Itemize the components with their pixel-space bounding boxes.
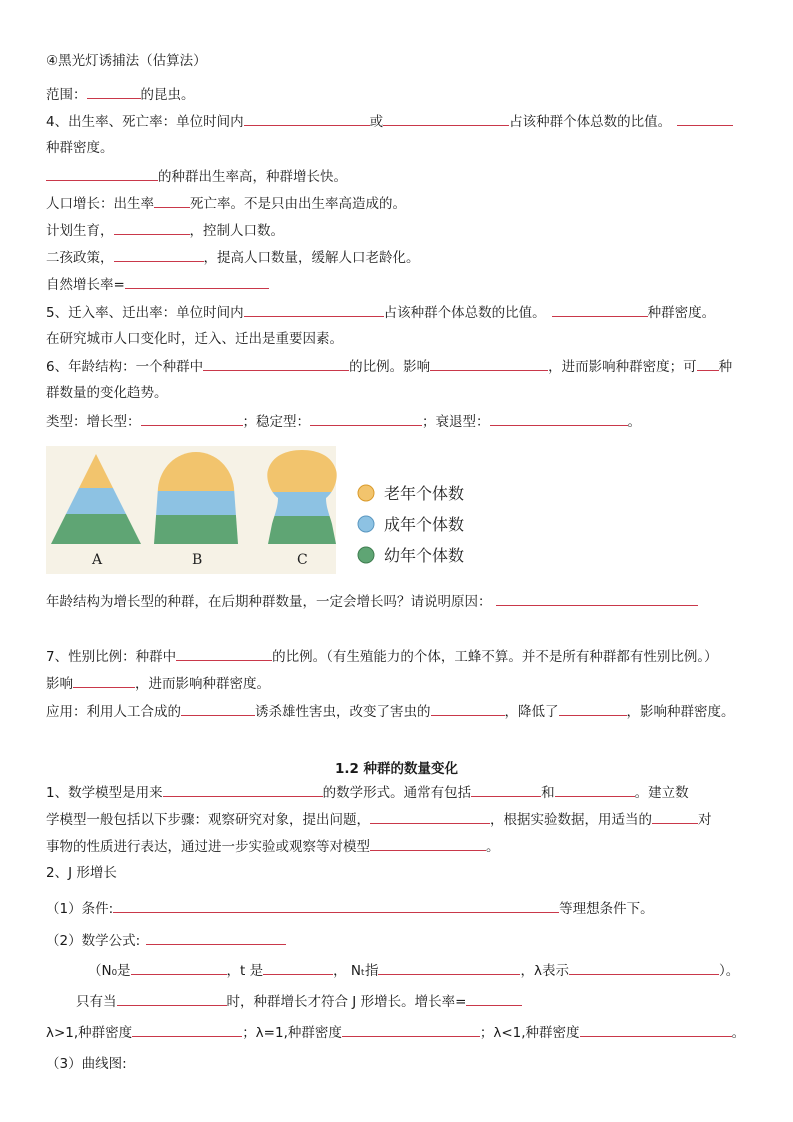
legend-adult: 成年个体数 (384, 515, 465, 534)
answer-blank[interactable] (141, 411, 243, 426)
answer-blank[interactable] (154, 193, 190, 208)
text: ，进而影响种群密度。 (135, 676, 270, 692)
line-model-steps (46, 809, 712, 830)
line-family-planning (46, 220, 284, 241)
legend-old-swatch (358, 485, 374, 501)
text: ；稳定型： (242, 414, 310, 430)
answer-blank[interactable] (378, 960, 520, 975)
answer-blank[interactable] (114, 247, 204, 262)
text: 死亡率。不是只由出生率高造成的。 (190, 196, 406, 212)
text: ，降低了 (504, 704, 559, 720)
text: ，λ表示 (520, 963, 569, 979)
legend-young: 幼年个体数 (384, 546, 465, 565)
answer-blank[interactable] (431, 701, 505, 716)
label-c: C (297, 552, 308, 568)
answer-blank[interactable] (263, 960, 333, 975)
answer-blank[interactable] (244, 302, 384, 317)
line-formula-vars (88, 960, 739, 981)
line-range (46, 84, 195, 105)
answer-blank[interactable] (310, 411, 422, 426)
text: 1、数学模型是用来 (46, 785, 163, 801)
text: 占该种群个体总数的比值。 (509, 114, 672, 130)
text: ，t 是 (226, 963, 264, 979)
line-trend: 群数量的变化趋势。 (46, 385, 168, 401)
text: 占该种群个体总数的比值。 (383, 305, 546, 321)
text: 应用：利用人工合成的 (46, 704, 181, 720)
text: 。建立数 (634, 785, 689, 801)
text: 自然增长率= (46, 277, 125, 293)
answer-blank[interactable] (383, 111, 509, 126)
text: 时，种群增长才符合 J 形增长。增长率= (226, 994, 467, 1010)
answer-blank[interactable] (146, 930, 286, 945)
text: 6、年龄结构：一个种群中 (46, 359, 204, 375)
text: 计划生育， (46, 223, 114, 239)
text: 5、迁入率、迁出率：单位时间内 (46, 305, 244, 321)
text: 二孩政策， (46, 250, 114, 266)
line-city-migration: 在研究城市人口变化时，迁入、迁出是重要因素。 (46, 331, 343, 347)
answer-blank[interactable] (132, 1022, 242, 1037)
line-density: 种群密度。 (46, 140, 114, 156)
answer-blank[interactable] (580, 1022, 732, 1037)
text: 的昆虫。 (140, 87, 195, 103)
text: 的比例。影响 (349, 359, 431, 375)
line-natural-growth-rate (46, 274, 269, 295)
answer-blank[interactable] (125, 274, 269, 289)
text: 人口增长：出生率 (46, 196, 154, 212)
heading-blacklight-trap: ④黑光灯诱捕法（估算法） (46, 53, 207, 69)
line-population-growth (46, 193, 406, 214)
text: 对 (698, 812, 712, 828)
answer-blank[interactable] (490, 411, 628, 426)
text: 学模型一般包括以下步骤：观察研究对象，提出问题， (46, 812, 370, 828)
line-conditions (46, 898, 654, 919)
text: 影响 (46, 676, 73, 692)
line-only-when (76, 991, 522, 1012)
line-fast-growth (46, 166, 347, 187)
text: 。 (486, 839, 500, 855)
answer-blank[interactable] (677, 111, 733, 126)
line-math-model (46, 782, 689, 803)
text: 的数学形式。通常有包括 (322, 785, 472, 801)
text: （2）数学公式: (46, 933, 141, 949)
answer-blank[interactable] (87, 84, 141, 99)
text: ，影响种群密度。 (626, 704, 735, 720)
answer-blank[interactable] (652, 809, 698, 824)
line-birth-death-rate (46, 111, 733, 132)
text: 的种群出生率高，种群增长快。 (158, 169, 347, 185)
answer-blank[interactable] (555, 782, 635, 797)
answer-blank[interactable] (176, 646, 272, 661)
answer-blank[interactable] (559, 701, 627, 716)
text: ；λ=1,种群密度 (242, 1025, 342, 1041)
answer-blank[interactable] (430, 356, 548, 371)
age-structure-figure (46, 446, 476, 574)
line-types (46, 411, 641, 432)
text: ，根据实验数据，用适当的 (490, 812, 652, 828)
answer-blank[interactable] (370, 836, 486, 851)
text: ；衰退型： (422, 414, 490, 430)
answer-blank[interactable] (244, 111, 370, 126)
text: ， Nₜ指 (333, 963, 379, 979)
answer-blank[interactable] (117, 991, 227, 1006)
text: ，提高人口数量，缓解人口老龄化。 (203, 250, 420, 266)
line-migration-rate (46, 302, 715, 323)
line-two-child-policy (46, 247, 420, 268)
text: 类型：增长型： (46, 414, 141, 430)
label-a: A (92, 552, 103, 568)
text: 种群密度。 (647, 305, 716, 321)
answer-blank[interactable] (370, 809, 490, 824)
answer-blank[interactable] (342, 1022, 480, 1037)
text: 只有当 (76, 994, 117, 1010)
text: λ>1,种群密度 (46, 1025, 133, 1041)
answer-blank[interactable] (697, 356, 719, 371)
text: 。 (627, 414, 641, 430)
answer-blank[interactable] (113, 898, 559, 913)
answer-blank[interactable] (73, 673, 135, 688)
text: 种 (718, 359, 733, 375)
age-pyramid-diagram (46, 446, 476, 574)
answer-blank[interactable] (46, 166, 158, 181)
label-b: B (192, 552, 203, 568)
answer-blank[interactable] (552, 302, 648, 317)
answer-blank[interactable] (496, 591, 698, 606)
text: ）。 (718, 963, 740, 979)
line-question (46, 591, 698, 612)
line-sex-ratio (46, 646, 718, 667)
section-title: 1.2 种群的数量变化 (334, 761, 459, 777)
text: ；λ<1,种群密度 (479, 1025, 580, 1041)
answer-blank[interactable] (114, 220, 190, 235)
legend-adult-swatch (358, 516, 374, 532)
text: 范围： (46, 87, 87, 103)
line-formula (46, 930, 286, 951)
answer-blank[interactable] (471, 782, 541, 797)
text: ，进而影响种群密度；可 (548, 359, 697, 375)
text: 事物的性质进行表达，通过进一步实验或观察等对模型 (46, 839, 370, 855)
answer-blank[interactable] (163, 782, 323, 797)
line-age-structure (46, 356, 732, 377)
answer-blank[interactable] (569, 960, 719, 975)
line-application (46, 701, 735, 722)
line-lambda (46, 1022, 745, 1043)
text: 诱杀雄性害虫，改变了害虫的 (255, 704, 431, 720)
text: 等理想条件下。 (559, 901, 654, 917)
line-j-growth: 2、J 形增长 (46, 865, 117, 881)
line-affect (46, 673, 270, 694)
text: ，控制人口数。 (189, 223, 284, 239)
text: 7、性别比例：种群中 (46, 649, 177, 665)
text: 。 (731, 1025, 746, 1041)
text: 或 (369, 114, 384, 130)
answer-blank[interactable] (131, 960, 227, 975)
answer-blank[interactable] (203, 356, 349, 371)
line-curve: （3）曲线图: (46, 1056, 127, 1072)
legend-old: 老年个体数 (384, 484, 465, 503)
line-model-verify (46, 836, 500, 857)
text: 4、出生率、死亡率：单位时间内 (46, 114, 244, 130)
answer-blank[interactable] (466, 991, 522, 1006)
text: 和 (541, 785, 555, 801)
answer-blank[interactable] (181, 701, 255, 716)
text: （N₀是 (88, 963, 131, 979)
legend-young-swatch (358, 547, 374, 563)
text: （1）条件: (46, 901, 114, 917)
text: 年龄结构为增长型的种群，在后期种群数量，一定会增长吗？请说明原因： (46, 594, 492, 610)
text: 的比例。（有生殖能力的个体，工蜂不算。并不是所有种群都有性别比例。） (272, 649, 718, 665)
